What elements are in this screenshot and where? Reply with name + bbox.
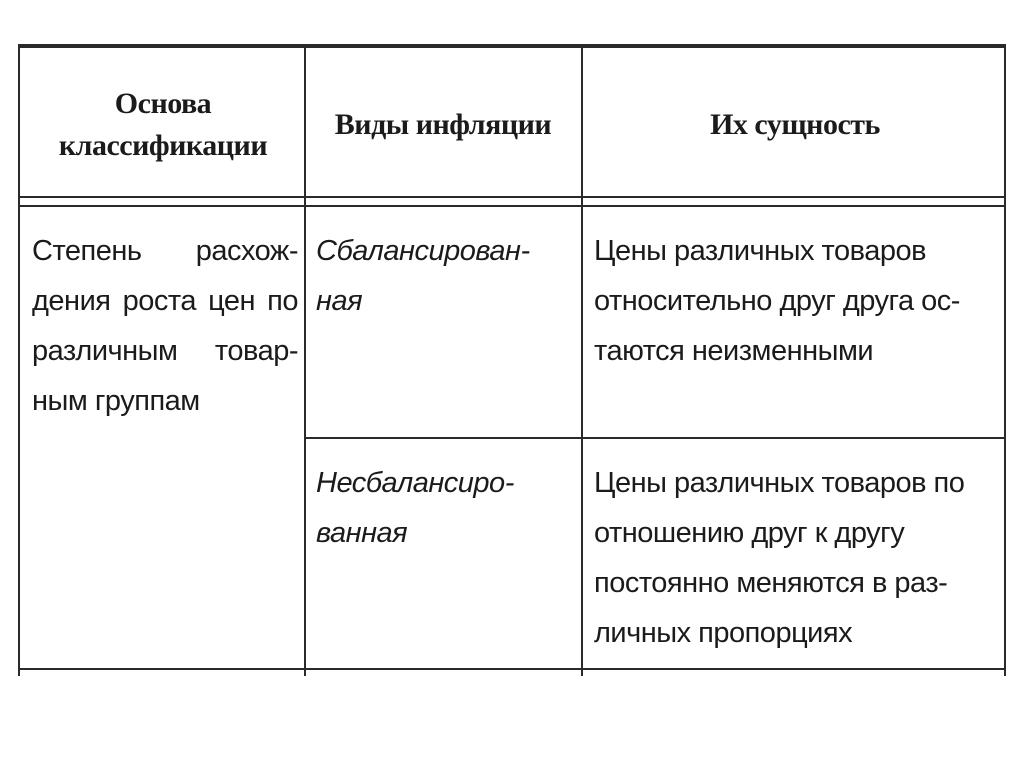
header-rule-top [20,196,1004,198]
table-bottom-rule [20,668,1004,670]
essence-cell-unbalanced [594,458,998,658]
basis-line-3: различным товар- [32,335,298,367]
type-cell-unbalanced [316,458,576,558]
essence-unbalanced-line-2: отношению друг к другу [594,517,905,549]
essence-balanced-line-1: Цены различных товаров [594,235,927,267]
column-divider-2 [581,48,583,676]
header-essence: Их сущность [710,108,880,141]
essence-unbalanced-line-3: постоянно меняются в раз- [594,567,948,599]
type-balanced-line-1: Сбалансирован- [316,235,530,267]
header-basis-line-1: Основа [114,87,212,120]
basis-cell [32,226,298,426]
essence-balanced-line-2: относительно друг друга ос- [594,285,960,317]
header-types: Виды инфляции [334,108,552,141]
type-unbalanced-line-1: Несбалансиро- [316,467,514,499]
classification-table [18,44,1006,676]
header-basis [26,70,300,180]
essence-balanced-line-3: таются неизменными [594,335,874,367]
essence-unbalanced-line-1: Цены различных товаров по [594,467,965,499]
column-divider-1 [304,48,306,676]
essence-cell-balanced [594,226,998,376]
basis-line-4: ным группам [32,385,200,417]
type-balanced-line-2: ная [316,285,363,317]
basis-line-2: дения роста цен по [32,285,298,317]
header-rule-bottom [20,205,1004,207]
header-basis-line-2: классификации [58,129,268,162]
type-unbalanced-line-2: ванная [316,517,408,549]
type-cell-balanced [316,226,576,326]
essence-unbalanced-line-4: личных пропорциях [594,617,853,649]
basis-line-1: Степень расхож- [32,235,298,267]
row-divider [304,437,1006,439]
